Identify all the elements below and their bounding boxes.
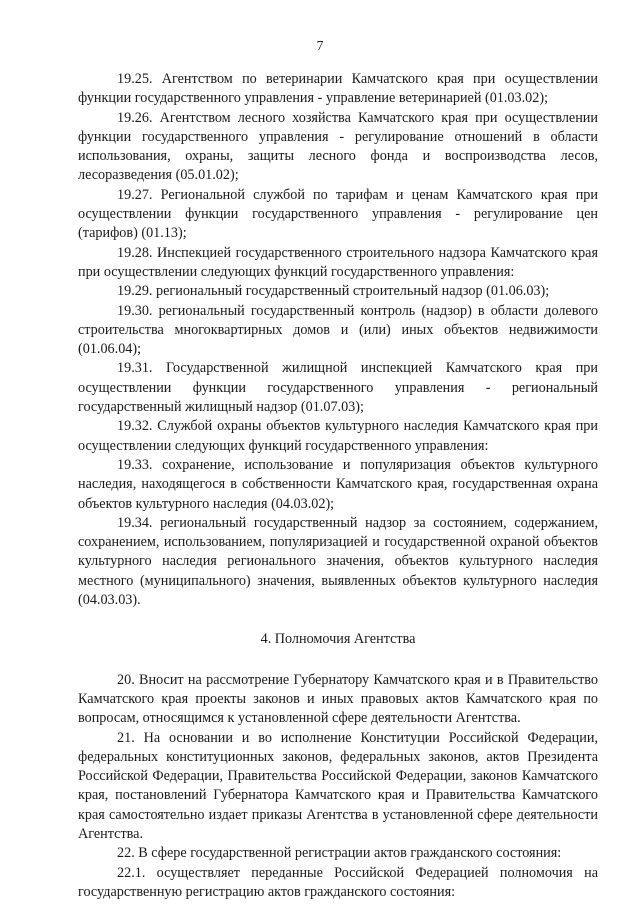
section-heading: 4. Полномочия Агентства <box>260 631 416 648</box>
paragraph: 19.29. региональный государственный строительный надзор (01.06.03); <box>117 283 550 300</box>
paragraph: 19.26. Агентством лесного хозяйства Камчатского края при осуществлении функции государственного управления - регулирование отношений в области использования, охраны, защиты лесного фонда и воспроизводства лесов, лесоразведения (05.01.02); <box>78 109 598 184</box>
paragraph: 20. Вносит на рассмотрение Губернатору Камчатского края и в Правительство Камчатского края проекты законов и иных правовых актов Камчатского края по вопросам, относящимся к установленной сфере деятельности Агентства. <box>78 671 598 727</box>
paragraph: 22. В сфере государственной регистрации актов гражданского состояния: <box>117 845 562 862</box>
paragraph: 21. На основании и во исполнение Конституции Российской Федерации, федеральных конституционных законов, федеральных законов, актов Президента Российской Федерации, Правительства Российской Федерации, законов Камчатского края, постановлений Губернатора Камчатского края и Правительства Камчатского края самостоятельно издает приказы Агентства в установленной сфере деятельности Агентства. <box>78 729 598 842</box>
page-number: 7 <box>316 38 324 53</box>
paragraph: 19.27. Региональной службой по тарифам и ценам Камчатского края при осуществлении функции государственного управления - регулирование цен (тарифов) (01.13); <box>78 186 598 242</box>
paragraph: 19.28. Инспекцией государственного строительного надзора Камчатского края при осуществлении следующих функций государственного управления: <box>78 244 598 280</box>
paragraph: 19.32. Службой охраны объектов культурного наследия Камчатского края при осуществлении следующих функций государственного управления: <box>78 418 598 454</box>
document-body <box>78 70 598 902</box>
paragraph: 19.25. Агентством по ветеринарии Камчатского края при осуществлении функции государственного управления - управление ветеринарией (01.03.02); <box>78 71 598 107</box>
paragraph: 19.33. сохранение, использование и популяризация объектов культурного наследия, находящегося в собственности Камчатского края, государственная охрана объектов культурного наследия (04.03.02); <box>78 456 598 512</box>
paragraph: 22.1. осуществляет переданные Российской Федерацией полномочия на государственную регистрацию актов гражданского состояния: <box>78 864 598 900</box>
paragraph: 19.31. Государственной жилищной инспекцией Камчатского края при осуществлении функции государственного управления - региональный государственный жилищный надзор (01.07.03); <box>78 360 598 416</box>
paragraph: 19.30. региональный государственный контроль (надзор) в области долевого строительства многоквартирных домов и (или) иных объектов недвижимости (01.06.04); <box>78 302 598 358</box>
paragraph: 19.34. региональный государственный надзор за состоянием, содержанием, сохранением, использованием, популяризацией и государственной охраной объектов культурного наследия регионального значения, объектов культурного наследия местного (муниципального) значения, выявленных объектов культурного наследия (04.03.03). <box>78 514 598 609</box>
